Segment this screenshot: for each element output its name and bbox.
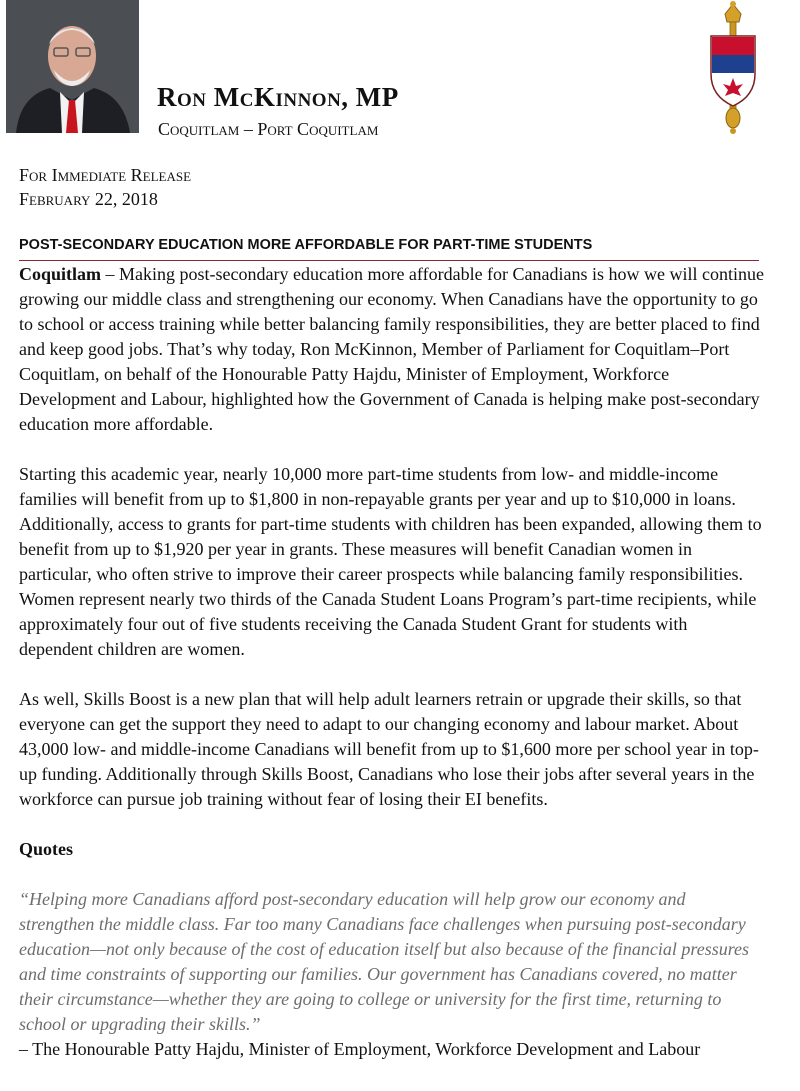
riding-name: Coquitlam – Port Coquitlam [158,119,379,139]
dateline: Coquitlam [19,264,102,284]
paragraph-1-text: – Making post-secondary education more affordable for Canadians is how we will continue growing our middle class and strengthening our economy. When Canadians have the opportunity to go to school or access training while better balancing family responsibilities, they are better placed to find and keep good jobs. That’s why today, Ron McKinnon, Member of Parliament for Coquitlam–Port Coquitlam, on behalf of the Honourable Patty Hajdu, Minister of Employment, Workforce Development and Labour, highlighted how the Government of Canada is helping make post-secondary education more affordable. [19,264,765,434]
release-label: For Immediate Release [19,165,192,185]
paragraph-2: Starting this academic year, nearly 10,000 more part-time students from low- and middle-income families will benefit from up to $1,800 in non-repayable grants per year and up to $10,000 in loans. Additionally, access to grants for part-time students with children has been expanded, allowing them to benefit from up to $1,920 per year in grants. These measures will benefit Canadian women in particular, who often strive to improve their career prospects while balancing family responsibilities. Women represent nearly two thirds of the Canada Student Loans Program’s part-time recipients, while approximately four out of five students receiving the Canada Student Grant for students with dependent children are women. [19,464,762,659]
press-release-headline: POST-SECONDARY EDUCATION MORE AFFORDABLE FOR PART-TIME STUDENTS [19,237,593,253]
release-date: February 22, 2018 [19,189,158,209]
mp-name-title: Ron McKinnon, MP [157,82,399,112]
quotes-heading: Quotes [19,839,73,859]
quote-text: “Helping more Canadians afford post-secondary education will help grow our economy and strengthen the middle class. Far too many Canadians face challenges when pursuing post-secondary education—not only because of the cost of education itself but also because of the financial pressures and time constraints of supporting our families. Our government has Canadians covered, no matter their circumstance—whether they are going to college or university for the first time, returning to school or upgrading their skills.” [19,889,750,1034]
paragraph-3: As well, Skills Boost is a new plan that will help adult learners retrain or upgrade their skills, so that everyone can get the support they need to adapt to our changing economy and labour market. About 43,000 low- and middle-income Canadians will benefit from up to $1,600 more per school year in top-up funding. Additionally through Skills Boost, Canadians who lose their jobs after several years in the workforce can pursue job training without fear of losing their EI benefits. [19,689,759,809]
paragraph-1 [19,262,765,437]
house-of-commons-crest-logo [703,0,763,134]
press-release-body [19,262,765,1062]
quote-attribution: – The Honourable Patty Hajdu, Minister of Employment, Workforce Development and Labour [19,1039,701,1059]
headline-divider [19,260,759,261]
release-block [19,163,191,211]
mp-portrait-photo [6,0,139,133]
